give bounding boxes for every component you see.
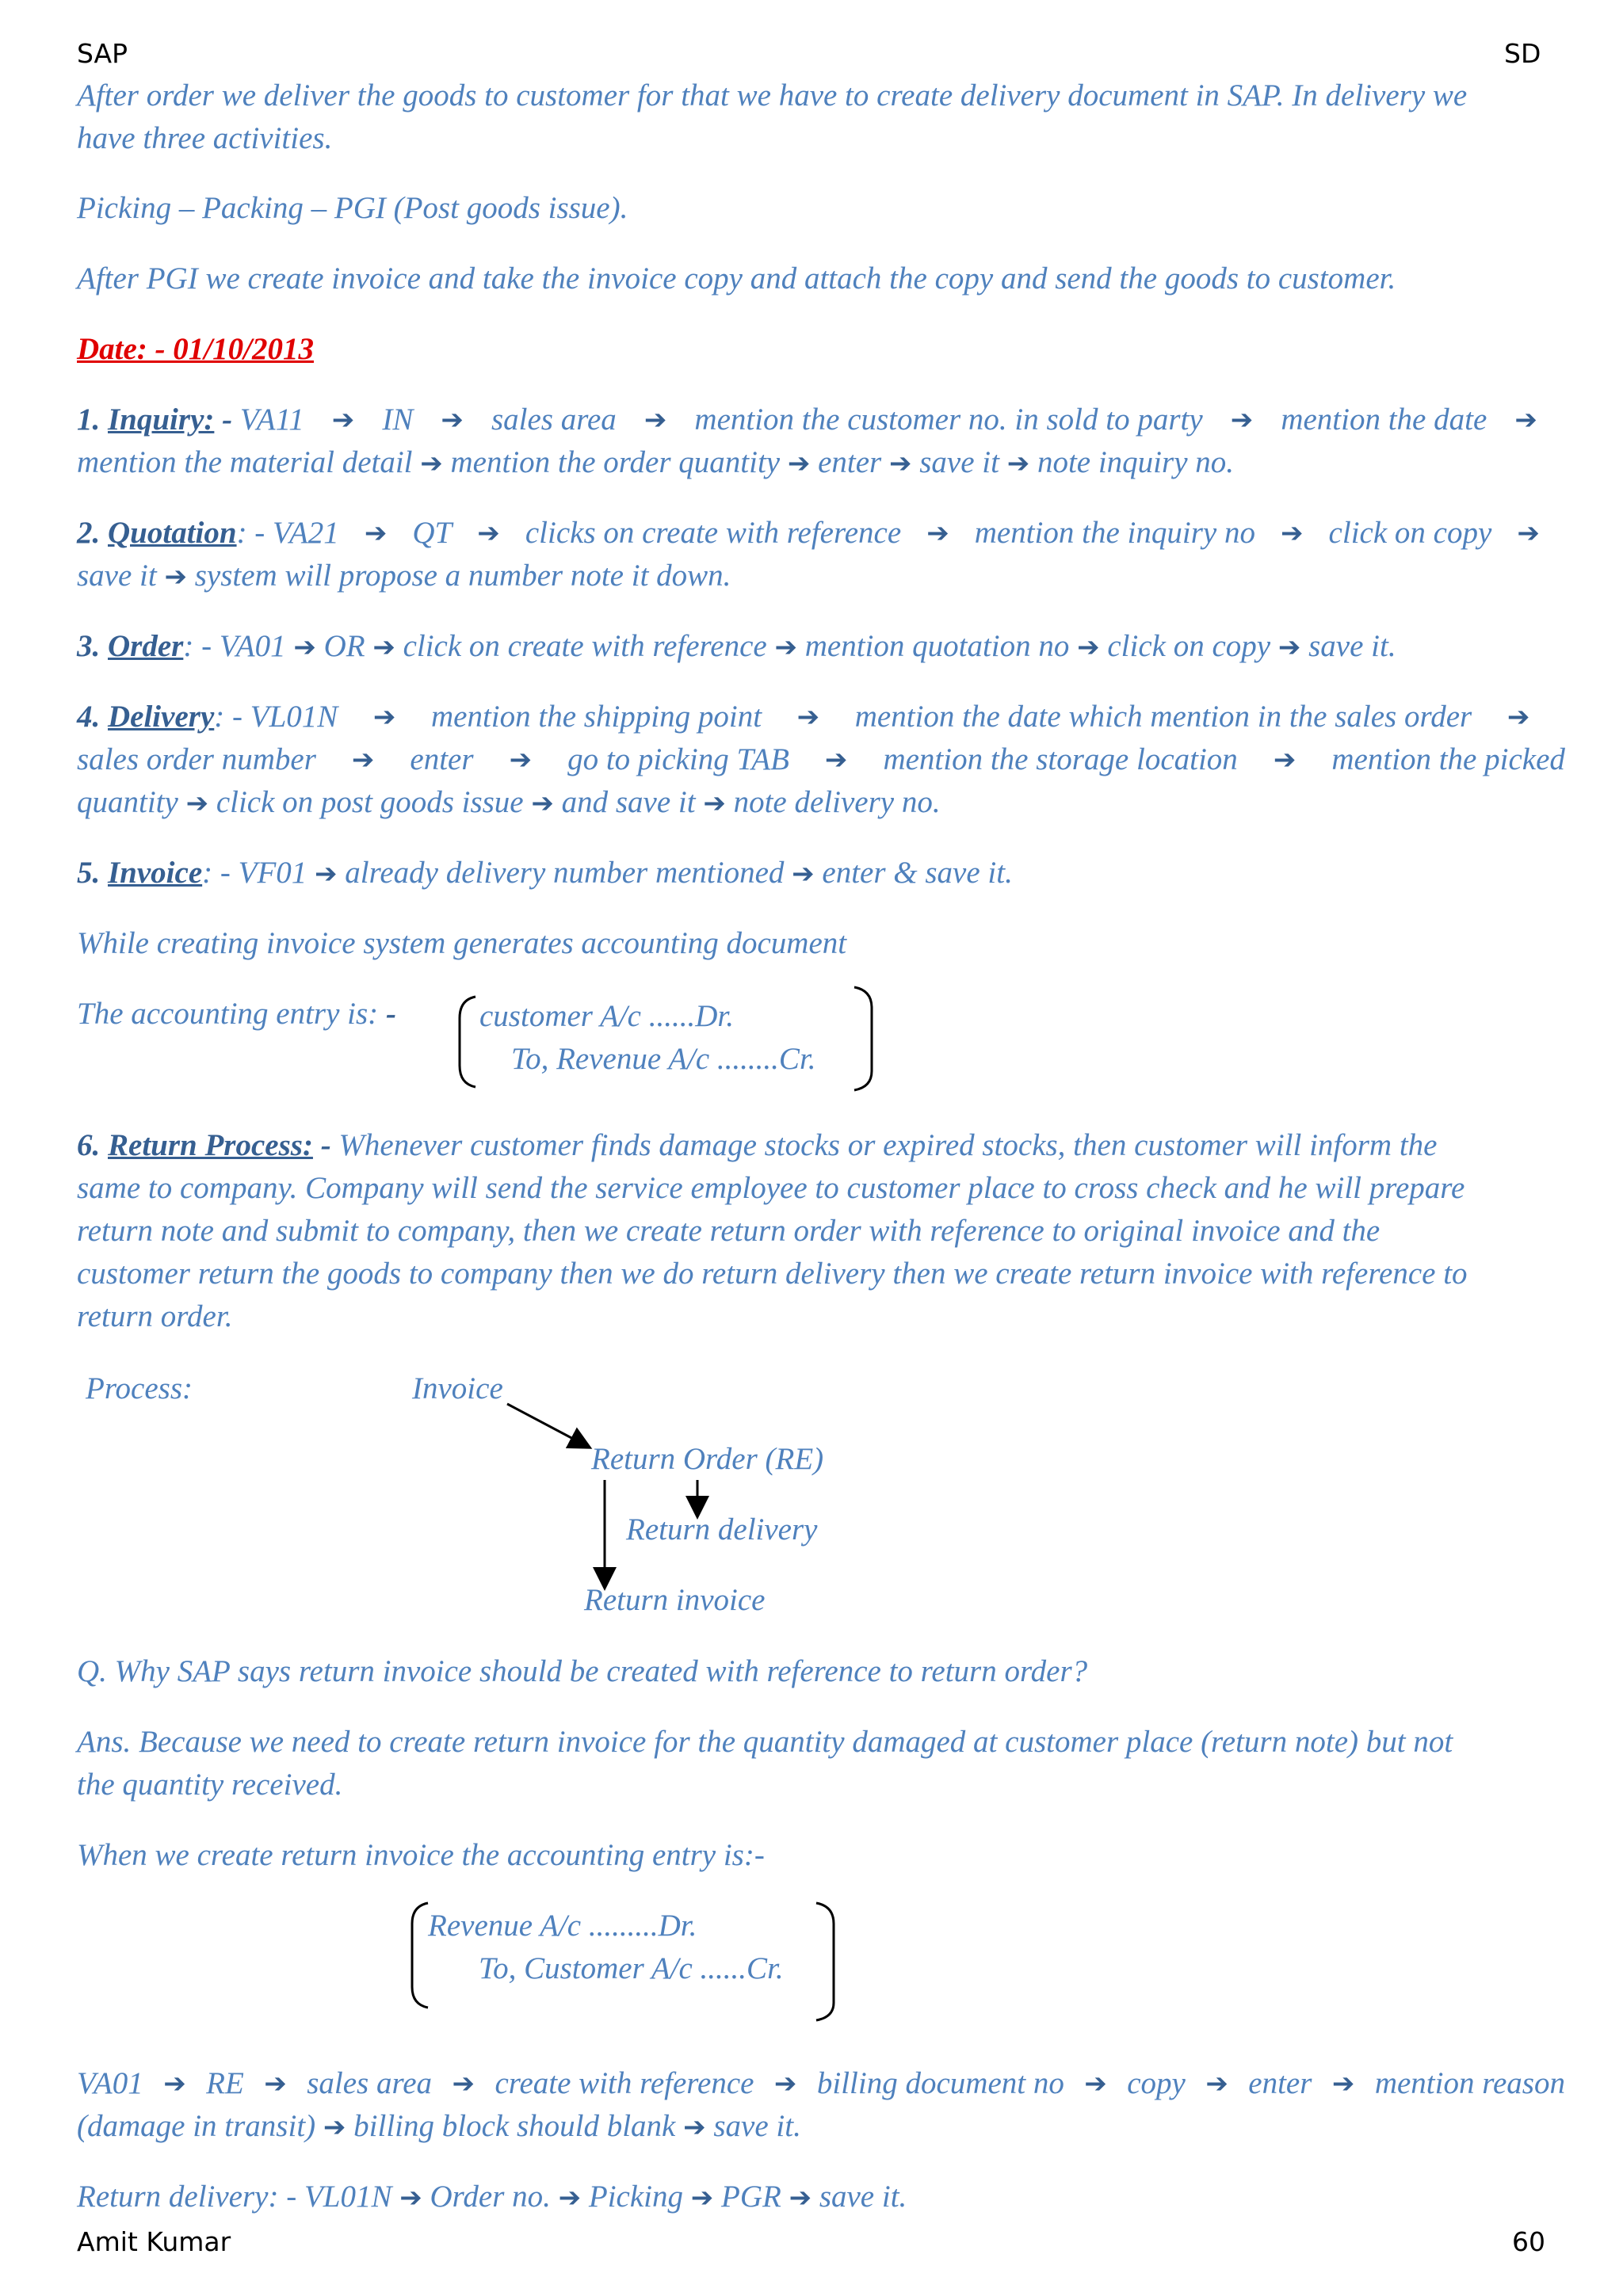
arrow-icon: ➔: [789, 2182, 812, 2214]
sequence-segment: Return delivery: - VL01N: [77, 2180, 392, 2214]
sequence-segment: click on copy: [1328, 516, 1492, 550]
arrow-icon: ➔: [1507, 701, 1530, 733]
sequence-segment: mention the storage location: [883, 742, 1238, 776]
arrow-icon: ➔: [351, 744, 375, 776]
sequence-segment: clicks on create with reference: [525, 516, 902, 550]
arrow-icon: ➔: [1277, 631, 1301, 663]
arrow-icon: ➔: [773, 2068, 797, 2100]
answer-line-1: Ans. Because we need to create return invoice for the quantity damaged at customer place (return note) but not: [77, 1725, 1453, 1759]
arrow-icon: ➔: [1273, 744, 1296, 776]
sequence-segment: click on copy: [1107, 629, 1271, 663]
arrow-invoice-to-return-order: [507, 1404, 588, 1447]
header-left: SAP: [77, 38, 128, 69]
arrow-icon: ➔: [787, 448, 811, 479]
sequence-segment: RE: [206, 2066, 244, 2100]
arrow-icon: ➔: [441, 404, 464, 436]
accounting-label: The accounting entry is: -: [77, 997, 396, 1031]
intro-paragraph-3: After PGI we create invoice and take the invoice copy and attach the copy and send the goods to customer.: [77, 261, 1396, 296]
sequence-segment: 1. Inquiry: - VA11: [77, 402, 304, 437]
sequence-segment: 5. Invoice: - VF01: [77, 856, 307, 890]
arrow-icon: ➔: [372, 701, 396, 733]
step-number: 4.: [77, 700, 101, 734]
arrow-icon: ➔: [774, 631, 797, 663]
arrow-icon: ➔: [1514, 404, 1537, 436]
footer-page-number: 60: [1512, 2226, 1545, 2257]
sequence-segment: save it.: [713, 2109, 801, 2143]
step-number: 3.: [77, 629, 101, 663]
step-title: Quotation: [108, 516, 237, 550]
arrow-icon: ➔: [683, 2111, 706, 2143]
arrow-icon: ➔: [185, 788, 209, 819]
sequence-segment: OR: [323, 629, 365, 663]
arrow-icon: ➔: [690, 2182, 714, 2214]
sequence-segment: VA01: [77, 2066, 143, 2100]
sequence-segment: billing block should blank: [353, 2109, 676, 2143]
sequence-segment: system will propose a number note it down.: [194, 559, 731, 593]
sequence-segment: copy: [1127, 2066, 1186, 2100]
sequence-segment: (damage in transit): [77, 2109, 316, 2143]
sequence-segment: billing document no: [816, 2066, 1064, 2100]
arrow-icon: ➔: [643, 404, 667, 436]
question: Q. Why SAP says return invoice should be created with reference to return order?: [77, 1654, 1088, 1688]
sequence-segment: quantity: [77, 785, 178, 819]
bracket-left-1: [460, 997, 475, 1087]
step-number: 5.: [77, 856, 101, 890]
sequence-segment: mention the customer no. in sold to party: [694, 402, 1203, 437]
sequence-segment: enter: [410, 742, 474, 776]
flow-label: Process:: [86, 1371, 193, 1405]
intro-line-1: After order we deliver the goods to customer for that we have to create delivery document in SAP. In delivery we: [77, 78, 1468, 113]
step-title: Invoice: [108, 856, 203, 890]
return-entry-debit: Revenue A/c .........Dr.: [428, 1909, 697, 1943]
accounting-debit: customer A/c ......Dr.: [479, 999, 735, 1033]
answer-line-2: the quantity received.: [77, 1768, 343, 1802]
return-process-line-1: 6. Return Process: - Whenever customer finds damage stocks or expired stocks, then customer will inform the: [77, 1128, 1438, 1162]
arrow-icon: ➔: [1281, 517, 1304, 549]
intro-line-2: have three activities.: [77, 121, 333, 155]
return-entry-intro: When we create return invoice the accounting entry is:-: [77, 1838, 765, 1872]
arrow-icon: ➔: [1077, 631, 1100, 663]
sequence-segment: mention the material detail: [77, 445, 413, 479]
sequence-segment: PGR: [721, 2180, 781, 2214]
arrow-icon: ➔: [792, 858, 815, 890]
footer-author: Amit Kumar: [77, 2226, 231, 2257]
arrow-icon: ➔: [163, 2068, 186, 2100]
sequence-segment: mention quotation no: [804, 629, 1070, 663]
sequence-segment: and save it: [561, 785, 696, 819]
bracket-right-2: [816, 1903, 834, 2020]
sequence-segment: note delivery no.: [733, 785, 941, 819]
accounting-intro: While creating invoice system generates accounting document: [77, 926, 847, 960]
arrow-icon: ➔: [1006, 448, 1030, 479]
sequence-segment: enter: [1248, 2066, 1312, 2100]
sequence-segment: enter & save it.: [822, 856, 1013, 890]
arrow-icon: ➔: [1205, 2068, 1228, 2100]
step-dash: -: [214, 402, 233, 437]
sequence-segment: mention reason: [1374, 2066, 1565, 2100]
arrow-icon: ➔: [824, 744, 848, 776]
sequence-segment: save it: [919, 445, 999, 479]
sequence-segment: mention the picked: [1331, 742, 1565, 776]
arrow-icon: ➔: [372, 631, 395, 663]
accounting-credit: To, Revenue A/c ........Cr.: [511, 1042, 816, 1076]
arrow-icon: ➔: [888, 448, 912, 479]
arrow-icon: ➔: [1084, 2068, 1107, 2100]
sequence-segment: 2. Quotation: - VA21: [77, 516, 339, 550]
arrow-icon: ➔: [420, 448, 443, 479]
flow-return-delivery: Return delivery: [626, 1512, 818, 1547]
sequence-segment: sales area: [307, 2066, 433, 2100]
arrow-icon: ➔: [364, 517, 388, 549]
sequence-segment: Order no.: [430, 2180, 551, 2214]
arrow-icon: ➔: [1331, 2068, 1355, 2100]
return-process-line-2: same to company. Company will send the service employee to customer place to cross check and he will prepare: [77, 1171, 1465, 1205]
sequence-segment: mention the order quantity: [450, 445, 781, 479]
return-entry-credit: To, Customer A/c ......Cr.: [479, 1951, 784, 1985]
arrow-icon: ➔: [323, 2111, 346, 2143]
arrow-icon: ➔: [1230, 404, 1254, 436]
return-process-line-3: return note and submit to company, then we create return order with reference to original invoice and the: [77, 1214, 1381, 1248]
arrow-icon: ➔: [399, 2182, 422, 2214]
arrow-icon: ➔: [264, 2068, 287, 2100]
step-title: Order: [108, 629, 184, 663]
flow-invoice: Invoice: [412, 1371, 503, 1405]
arrow-icon: ➔: [452, 2068, 475, 2100]
step-number: 2.: [77, 516, 101, 550]
sequence-segment: mention the inquiry no: [974, 516, 1255, 550]
sequence-segment: click on post goods issue: [216, 785, 524, 819]
sequence-segment: sales area: [491, 402, 617, 437]
intro-paragraph-2: Picking – Packing – PGI (Post goods issue).: [77, 191, 628, 225]
sequence-segment: mention the date: [1281, 402, 1487, 437]
flow-return-invoice: Return invoice: [584, 1583, 766, 1617]
sequence-segment: save it.: [819, 2180, 907, 2214]
arrow-icon: ➔: [164, 561, 187, 593]
bracket-left-2: [412, 1903, 428, 2008]
sequence-segment: click on create with reference: [403, 629, 767, 663]
arrow-icon: ➔: [293, 631, 316, 663]
sequence-segment: IN: [382, 402, 414, 437]
arrow-icon: ➔: [926, 517, 949, 549]
arrow-icon: ➔: [703, 788, 726, 819]
sequence-segment: mention the date which mention in the sales order: [854, 700, 1472, 734]
arrow-icon: ➔: [315, 858, 338, 890]
sequence-segment: Picking: [588, 2180, 683, 2214]
arrow-icon: ➔: [331, 404, 355, 436]
header-right: SD: [1504, 38, 1541, 69]
sequence-segment: save it.: [1308, 629, 1396, 663]
sequence-segment: go to picking TAB: [567, 742, 789, 776]
sequence-segment: 3. Order: - VA01: [77, 629, 286, 663]
sequence-segment: 4. Delivery: - VL01N: [77, 700, 338, 734]
arrow-icon: ➔: [531, 788, 554, 819]
sequence-segment: mention the shipping point: [430, 700, 762, 734]
sequence-segment: create with reference: [495, 2066, 754, 2100]
arrow-icon: ➔: [1517, 517, 1540, 549]
arrow-icon: ➔: [477, 517, 500, 549]
flow-return-order: Return Order (RE): [591, 1442, 824, 1476]
arrow-icon: ➔: [558, 2182, 582, 2214]
sequence-segment: already delivery number mentioned: [345, 856, 785, 890]
arrow-icon: ➔: [509, 744, 533, 776]
sequence-segment: note inquiry no.: [1037, 445, 1235, 479]
sequence-segment: sales order number: [77, 742, 316, 776]
return-process-line-5: return order.: [77, 1299, 233, 1333]
sequence-segment: enter: [818, 445, 882, 479]
sequence-segment: QT: [412, 516, 453, 550]
step-number: 1.: [77, 402, 101, 437]
step-title: Inquiry:: [108, 402, 215, 437]
date-heading: Date: - 01/10/2013: [77, 332, 314, 366]
step-title: Delivery: [108, 700, 215, 734]
sequence-segment: save it: [77, 559, 157, 593]
bracket-right-1: [854, 987, 872, 1090]
arrow-icon: ➔: [796, 701, 820, 733]
return-process-line-4: customer return the goods to company then we do return delivery then we create return invoice with reference to: [77, 1257, 1468, 1291]
